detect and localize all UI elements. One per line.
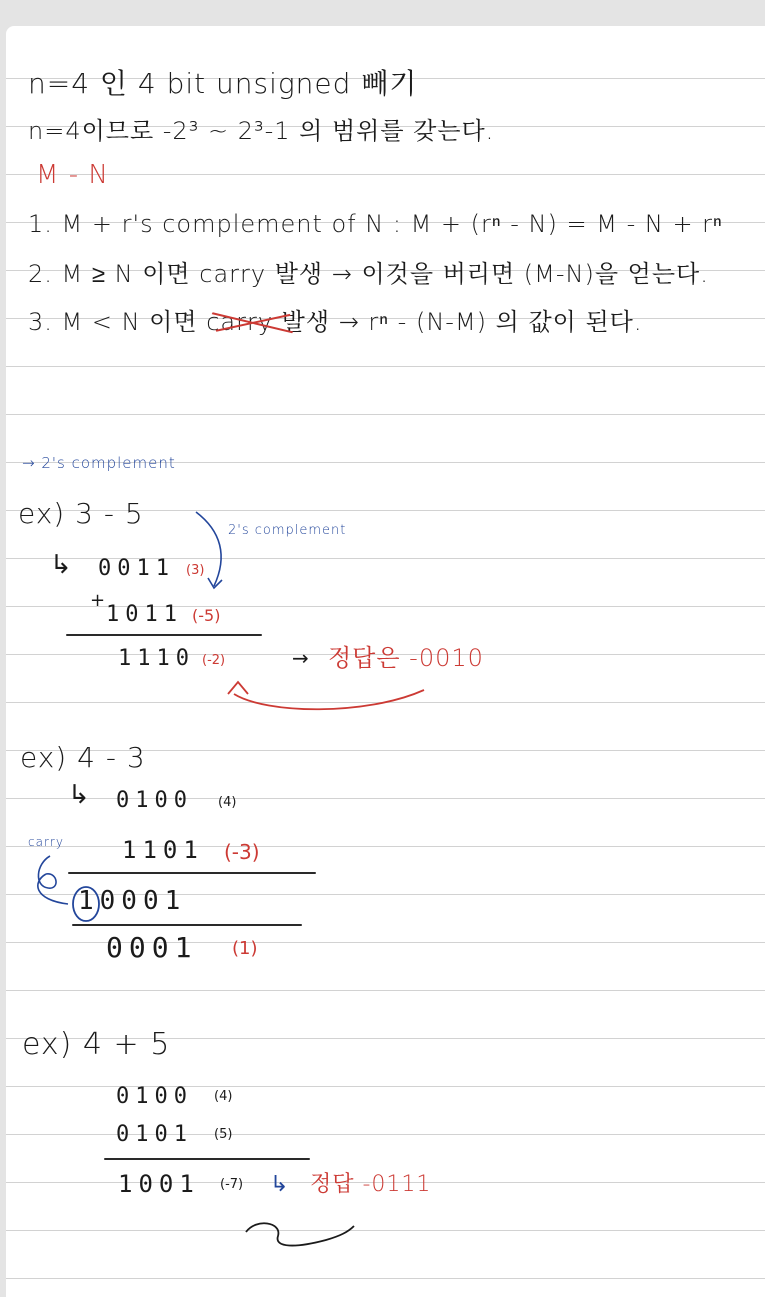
note-line-4: 1. M + r's complement of N : M + (rⁿ - N) = M - N + rⁿ [28,210,723,238]
ex3-answer: 정답 -0111 [310,1172,432,1197]
note-line-1: n=4 인 4 bit unsigned 빼기 [28,67,418,100]
ex3-row2-tag: (5) [214,1127,233,1142]
note-line-5: 2. M ≥ N 이면 carry 발생 → 이것을 버리면 (M-N)을 얻는다. [28,260,709,288]
ex1-red-swoosh [234,690,424,709]
ex1-red-caret [228,682,248,694]
ex1-result-arrow: → [292,646,309,670]
ex2-row1-tag: (4) [218,795,237,810]
ex1-result-value: 1110 [118,646,195,671]
note-line-6-post: → rⁿ - (N-M) 의 값이 된다. [338,308,643,336]
note-line-6-pre: 3. M < N 이면 [28,308,198,336]
ex1-side-note: 2's complement [228,523,347,538]
ex1-header-note: → 2's complement [22,454,176,472]
note-page [6,26,765,1297]
ex1-row2-tag: (-5) [192,606,221,625]
ex3-row1-tag: (4) [214,1089,233,1104]
ex2-row1-arrow: ↳ [68,780,90,810]
ex3-result-tag: (-7) [220,1177,244,1192]
ex1-blue-curve [196,512,221,586]
ex2-result-tag: (1) [232,938,258,959]
ex2-title: ex) 4 - 3 [20,741,146,774]
ex3-row1-value: 0100 [116,1084,193,1109]
ex2-row1-value: 0100 [116,788,193,813]
ex1-row2-operator: + [90,590,106,611]
note-line-2: n=4이므로 -2³ ~ 2³-1 의 범위를 갖는다. [28,117,495,145]
ex2-sum-value: 10001 [78,886,187,916]
ex3-result-arrow: ↳ [270,1172,289,1197]
ex2-carry-label: carry [28,835,64,849]
ex2-carry-loop [38,856,56,888]
ex3-swirl [246,1223,354,1245]
note-line-3: M - N [36,160,109,190]
ex2-carry-circle [73,887,99,921]
ex3-title: ex) 4 + 5 [22,1027,171,1062]
ex2-result-value: 0001 [106,931,198,964]
ex2-row2-value: 1101 [122,836,204,864]
ex1-row1-tag: (3) [186,563,205,578]
pen-strokes-overlay [6,26,765,1297]
ex1-row1-arrow: ↳ [50,550,72,580]
ex1-title: ex) 3 - 5 [18,497,144,530]
ex1-row2-value: 1011 [106,602,183,627]
ex1-result-tag: (-2) [202,653,226,668]
note-line-6-struck: carry 발생 [206,308,331,336]
ex1-row1-value: 0011 [98,556,175,581]
ex3-result-value: 1001 [118,1170,200,1198]
ex3-row2-value: 0101 [116,1122,193,1147]
ex1-answer: 정답은 -0010 [328,644,484,672]
ex2-carry-arrow [38,874,68,904]
ex2-row2-tag: (-3) [224,840,260,864]
